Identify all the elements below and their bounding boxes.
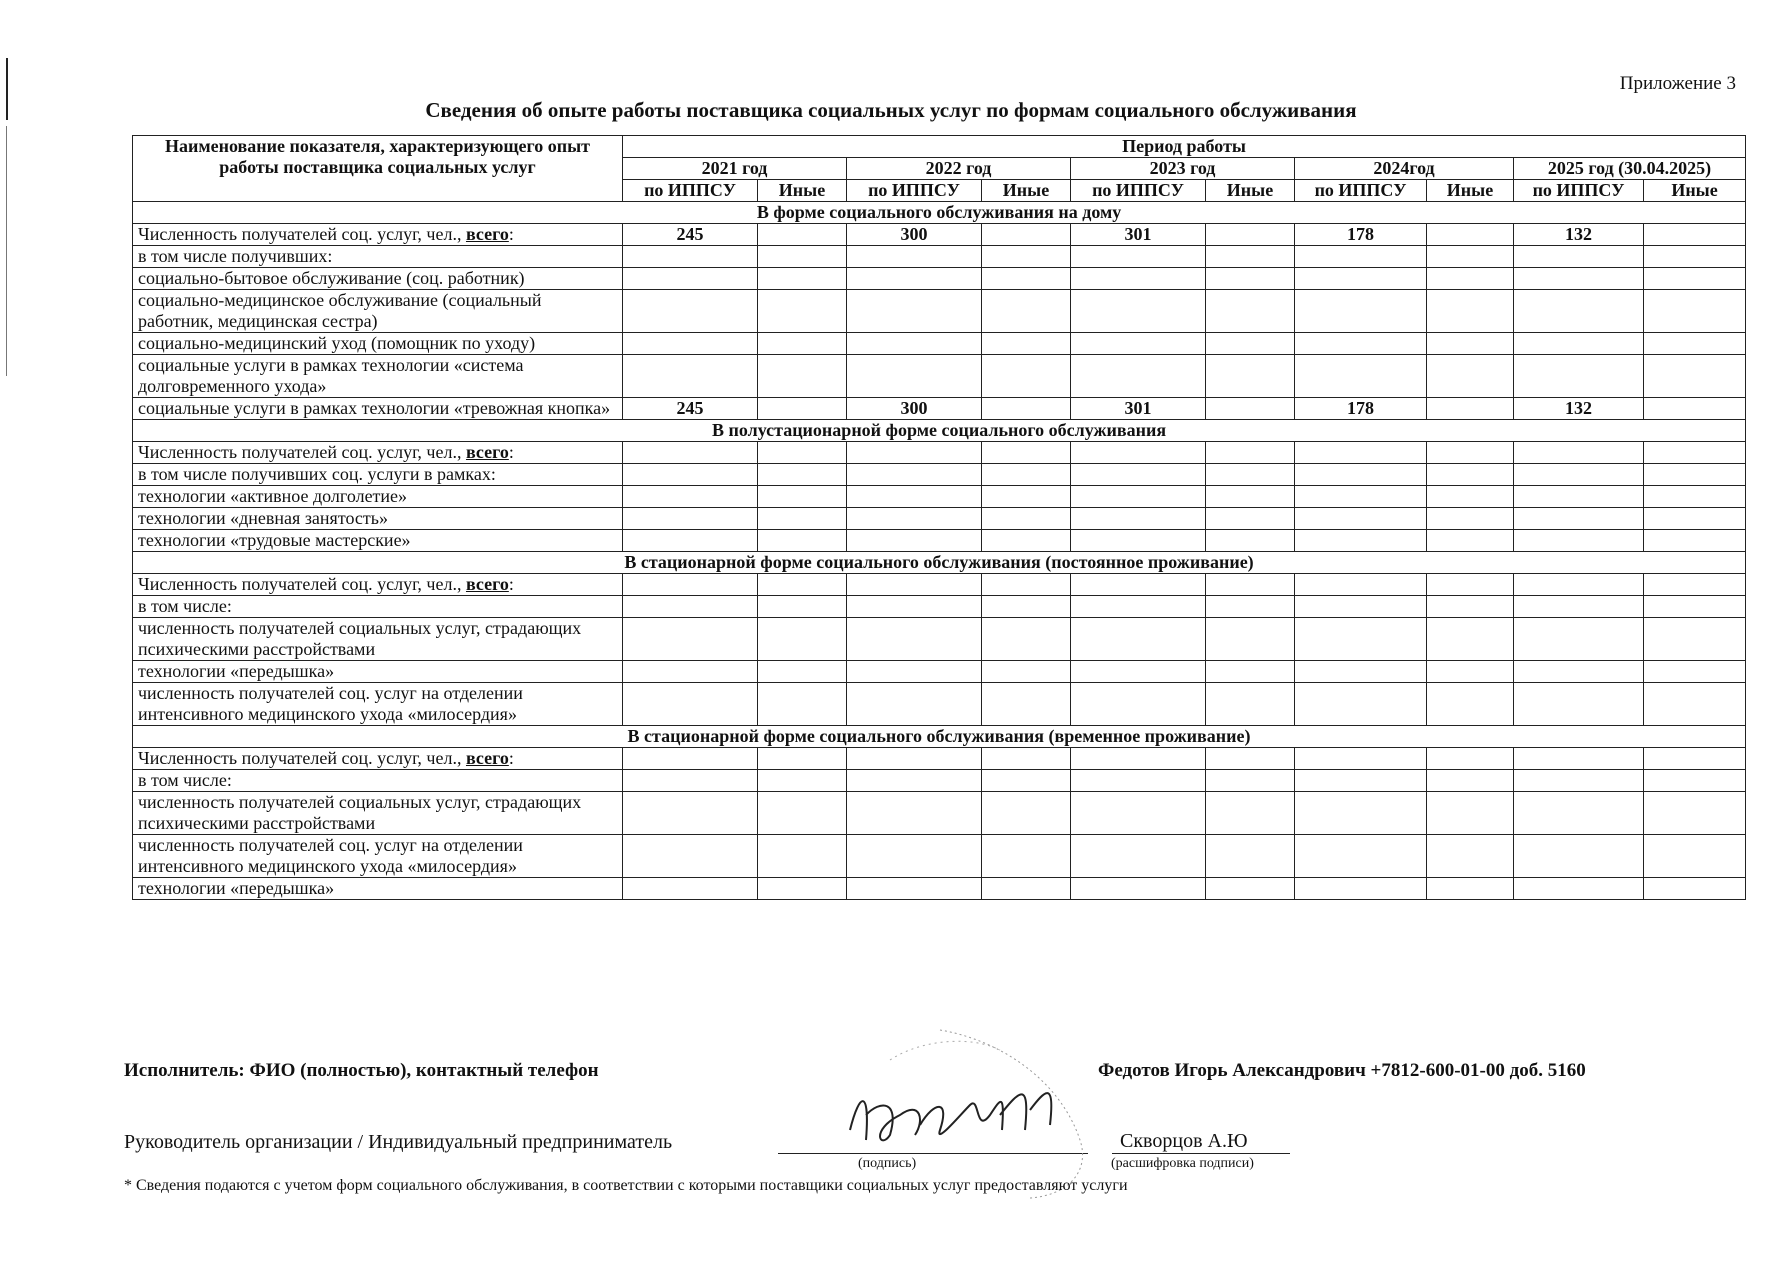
value-cell <box>1644 661 1746 683</box>
value-cell <box>1295 878 1427 900</box>
value-cell <box>1071 355 1206 398</box>
value-cell <box>982 878 1071 900</box>
value-cell <box>1644 290 1746 333</box>
value-cell: 245 <box>623 224 758 246</box>
value-cell <box>758 398 847 420</box>
value-cell <box>1514 792 1644 835</box>
value-cell <box>1514 618 1644 661</box>
value-cell: 300 <box>847 224 982 246</box>
value-cell <box>1427 878 1514 900</box>
value-cell <box>1514 290 1644 333</box>
value-cell: 301 <box>1071 224 1206 246</box>
value-cell <box>1206 574 1295 596</box>
value-cell <box>982 290 1071 333</box>
value-cell <box>623 333 758 355</box>
value-cell <box>758 268 847 290</box>
value-cell <box>982 246 1071 268</box>
table-row <box>133 748 1746 770</box>
row-label: численность получателей соц. услуг на отделении интенсивного медицинского ухода «милосердия» <box>133 683 623 726</box>
value-cell <box>758 574 847 596</box>
value-cell <box>1644 618 1746 661</box>
value-cell <box>1206 748 1295 770</box>
value-cell <box>1427 574 1514 596</box>
value-cell <box>1206 290 1295 333</box>
year-header: 2022 год <box>847 158 1071 180</box>
value-cell <box>1295 748 1427 770</box>
value-cell <box>1644 464 1746 486</box>
section-title: В полустационарной форме социального обслуживания <box>133 420 1746 442</box>
value-cell <box>623 661 758 683</box>
value-cell <box>982 442 1071 464</box>
value-cell <box>847 355 982 398</box>
section-title: В стационарной форме социального обслуживания (постоянное проживание) <box>133 552 1746 574</box>
value-cell <box>1206 355 1295 398</box>
value-cell <box>1071 792 1206 835</box>
value-cell <box>847 508 982 530</box>
value-cell <box>1644 355 1746 398</box>
value-cell <box>1644 333 1746 355</box>
head-label: Руководитель организации / Индивидуальный предприниматель <box>124 1131 673 1153</box>
value-cell <box>758 618 847 661</box>
value-cell <box>1427 792 1514 835</box>
value-cell <box>1427 486 1514 508</box>
value-cell <box>758 878 847 900</box>
value-cell <box>1427 246 1514 268</box>
value-cell <box>1427 770 1514 792</box>
value-cell <box>1427 290 1514 333</box>
value-cell <box>1071 770 1206 792</box>
table-row <box>133 661 1746 683</box>
scan-margin-line <box>6 126 7 376</box>
value-cell <box>1514 683 1644 726</box>
value-cell <box>623 464 758 486</box>
value-cell <box>847 770 982 792</box>
value-cell <box>847 464 982 486</box>
value-cell <box>847 748 982 770</box>
value-cell <box>847 442 982 464</box>
value-cell <box>758 464 847 486</box>
value-cell <box>982 661 1071 683</box>
value-cell <box>1071 618 1206 661</box>
value-cell <box>1295 268 1427 290</box>
value-cell <box>847 596 982 618</box>
value-cell <box>623 486 758 508</box>
value-cell <box>1206 770 1295 792</box>
value-cell <box>1514 442 1644 464</box>
decode-line <box>1112 1153 1290 1154</box>
value-cell <box>758 333 847 355</box>
value-cell <box>623 442 758 464</box>
handwritten-signature <box>830 1020 1130 1200</box>
value-cell <box>1644 268 1746 290</box>
value-cell <box>1071 333 1206 355</box>
row-label: технологии «передышка» <box>133 661 623 683</box>
value-cell <box>847 835 982 878</box>
value-cell <box>847 268 982 290</box>
value-cell <box>1644 574 1746 596</box>
value-cell <box>1427 398 1514 420</box>
other-header: Иные <box>1427 180 1514 202</box>
value-cell <box>1514 268 1644 290</box>
other-header: Иные <box>1644 180 1746 202</box>
value-cell <box>1071 290 1206 333</box>
value-cell <box>982 618 1071 661</box>
value-cell <box>1071 530 1206 552</box>
value-cell <box>1427 464 1514 486</box>
row-label: социально-бытовое обслуживание (соц. работник) <box>133 268 623 290</box>
value-cell <box>1071 596 1206 618</box>
value-cell <box>1071 835 1206 878</box>
value-cell <box>758 290 847 333</box>
value-cell <box>1644 530 1746 552</box>
value-cell <box>982 224 1071 246</box>
year-header: 2024год <box>1295 158 1514 180</box>
value-cell <box>1071 486 1206 508</box>
value-cell <box>1644 683 1746 726</box>
value-cell <box>1427 268 1514 290</box>
experience-table <box>132 135 1746 900</box>
value-cell <box>847 574 982 596</box>
indicator-name-header: Наименование показателя, характеризующего опыт работы поставщика социальных услуг <box>133 136 623 202</box>
value-cell <box>1644 224 1746 246</box>
value-cell <box>1071 878 1206 900</box>
value-cell <box>1644 508 1746 530</box>
value-cell <box>758 355 847 398</box>
value-cell <box>982 530 1071 552</box>
value-cell <box>1295 442 1427 464</box>
value-cell <box>1071 246 1206 268</box>
value-cell <box>982 508 1071 530</box>
other-header: Иные <box>1206 180 1295 202</box>
value-cell <box>1206 268 1295 290</box>
row-label: Численность получателей соц. услуг, чел., всего: <box>133 442 623 464</box>
value-cell <box>623 683 758 726</box>
value-cell <box>1206 835 1295 878</box>
value-cell <box>758 748 847 770</box>
value-cell <box>1206 683 1295 726</box>
value-cell <box>982 398 1071 420</box>
value-cell <box>1644 486 1746 508</box>
head-name: Скворцов А.Ю <box>1120 1130 1248 1152</box>
value-cell <box>1295 618 1427 661</box>
value-cell <box>1427 355 1514 398</box>
value-cell <box>1644 878 1746 900</box>
value-cell <box>982 596 1071 618</box>
section-title: В форме социального обслуживания на дому <box>133 202 1746 224</box>
ippsu-header: по ИППСУ <box>1071 180 1206 202</box>
row-label: технологии «активное долголетие» <box>133 486 623 508</box>
value-cell <box>847 878 982 900</box>
value-cell <box>1295 486 1427 508</box>
value-cell <box>1427 333 1514 355</box>
value-cell <box>623 770 758 792</box>
value-cell <box>1644 770 1746 792</box>
value-cell: 132 <box>1514 398 1644 420</box>
value-cell <box>1514 835 1644 878</box>
table-row <box>133 530 1746 552</box>
value-cell <box>1644 246 1746 268</box>
table-row <box>133 596 1746 618</box>
value-cell <box>1206 224 1295 246</box>
value-cell <box>1295 683 1427 726</box>
table-row <box>133 246 1746 268</box>
value-cell <box>758 486 847 508</box>
value-cell <box>1206 596 1295 618</box>
value-cell <box>847 683 982 726</box>
value-cell <box>758 246 847 268</box>
value-cell <box>1295 835 1427 878</box>
executor-value: Федотов Игорь Александрович +7812-600-01-00 доб. 5160 <box>1098 1060 1586 1081</box>
value-cell <box>758 508 847 530</box>
value-cell <box>1427 618 1514 661</box>
table-row <box>133 878 1746 900</box>
value-cell <box>982 792 1071 835</box>
value-cell <box>1071 464 1206 486</box>
value-cell <box>1644 748 1746 770</box>
row-label: социальные услуги в рамках технологии «тревожная кнопка» <box>133 398 623 420</box>
row-label: в том числе получивших соц. услуги в рамках: <box>133 464 623 486</box>
value-cell <box>1644 398 1746 420</box>
value-cell <box>1295 333 1427 355</box>
value-cell: 132 <box>1514 224 1644 246</box>
table-row <box>133 333 1746 355</box>
table-row <box>133 618 1746 661</box>
row-label: Численность получателей соц. услуг, чел., всего: <box>133 748 623 770</box>
value-cell <box>1514 878 1644 900</box>
value-cell <box>982 464 1071 486</box>
value-cell <box>1427 442 1514 464</box>
value-cell <box>623 878 758 900</box>
value-cell <box>1427 596 1514 618</box>
document-title: Сведения об опыте работы поставщика социальных услуг по формам социального обслуживания <box>425 98 1357 122</box>
table-row <box>133 683 1746 726</box>
value-cell <box>982 355 1071 398</box>
value-cell <box>623 574 758 596</box>
value-cell <box>1206 246 1295 268</box>
other-header: Иные <box>982 180 1071 202</box>
value-cell <box>1206 486 1295 508</box>
table-row <box>133 835 1746 878</box>
value-cell <box>982 486 1071 508</box>
table-row <box>133 486 1746 508</box>
value-cell <box>1644 442 1746 464</box>
value-cell <box>1295 464 1427 486</box>
value-cell <box>758 224 847 246</box>
value-cell <box>847 246 982 268</box>
table-row <box>133 268 1746 290</box>
value-cell <box>758 661 847 683</box>
value-cell <box>1427 748 1514 770</box>
value-cell <box>1514 464 1644 486</box>
year-header: 2023 год <box>1071 158 1295 180</box>
table-row <box>133 574 1746 596</box>
row-label: технологии «дневная занятость» <box>133 508 623 530</box>
value-cell <box>847 486 982 508</box>
value-cell <box>1206 398 1295 420</box>
table-row <box>133 442 1746 464</box>
value-cell <box>758 835 847 878</box>
value-cell <box>1427 224 1514 246</box>
value-cell <box>847 792 982 835</box>
value-cell <box>1295 574 1427 596</box>
value-cell <box>623 246 758 268</box>
value-cell <box>623 748 758 770</box>
value-cell <box>1206 792 1295 835</box>
row-label: численность получателей социальных услуг, страдающих психическими расстройствами <box>133 792 623 835</box>
row-label: социально-медицинское обслуживание (социальный работник, медицинская сестра) <box>133 290 623 333</box>
ippsu-header: по ИППСУ <box>847 180 982 202</box>
ippsu-header: по ИППСУ <box>1514 180 1644 202</box>
value-cell <box>982 574 1071 596</box>
row-label: в том числе: <box>133 770 623 792</box>
table-row <box>133 770 1746 792</box>
value-cell <box>758 442 847 464</box>
appendix-label: Приложение 3 <box>1619 73 1736 94</box>
value-cell <box>1295 355 1427 398</box>
row-label: Численность получателей соц. услуг, чел., всего: <box>133 224 623 246</box>
row-label: в том числе: <box>133 596 623 618</box>
section-title: В стационарной форме социального обслуживания (временное проживание) <box>133 726 1746 748</box>
value-cell <box>1644 792 1746 835</box>
value-cell <box>982 683 1071 726</box>
value-cell <box>847 618 982 661</box>
value-cell <box>1206 530 1295 552</box>
value-cell <box>758 530 847 552</box>
value-cell <box>1514 748 1644 770</box>
table-row <box>133 290 1746 333</box>
value-cell <box>623 618 758 661</box>
value-cell <box>1514 333 1644 355</box>
value-cell <box>982 333 1071 355</box>
value-cell <box>1514 246 1644 268</box>
value-cell <box>1071 683 1206 726</box>
value-cell <box>1644 596 1746 618</box>
footnote: * Сведения подаются с учетом форм социального обслуживания, в соответствии с которыми поставщики социальных услуг предоставляют услуги <box>124 1177 1128 1194</box>
value-cell <box>1295 661 1427 683</box>
value-cell <box>1206 442 1295 464</box>
value-cell <box>1514 530 1644 552</box>
table-row <box>133 355 1746 398</box>
table-row <box>133 464 1746 486</box>
value-cell <box>623 835 758 878</box>
value-cell <box>1514 355 1644 398</box>
year-header: 2021 год <box>623 158 847 180</box>
value-cell <box>1206 878 1295 900</box>
value-cell <box>1206 618 1295 661</box>
value-cell <box>1514 574 1644 596</box>
value-cell <box>982 748 1071 770</box>
other-header: Иные <box>758 180 847 202</box>
executor-label: Исполнитель: ФИО (полностью), контактный телефон <box>124 1060 599 1081</box>
value-cell <box>1427 508 1514 530</box>
value-cell <box>1295 508 1427 530</box>
table-row <box>133 398 1746 420</box>
value-cell <box>1427 835 1514 878</box>
row-label: социально-медицинский уход (помощник по уходу) <box>133 333 623 355</box>
period-header: Период работы <box>623 136 1746 158</box>
value-cell <box>1514 661 1644 683</box>
value-cell <box>847 661 982 683</box>
value-cell <box>982 835 1071 878</box>
value-cell <box>1514 770 1644 792</box>
value-cell <box>982 268 1071 290</box>
value-cell <box>623 596 758 618</box>
value-cell <box>1071 661 1206 683</box>
value-cell <box>1427 530 1514 552</box>
value-cell: 245 <box>623 398 758 420</box>
table-row <box>133 792 1746 835</box>
value-cell <box>1295 770 1427 792</box>
value-cell <box>1427 683 1514 726</box>
ippsu-header: по ИППСУ <box>1295 180 1427 202</box>
value-cell <box>623 530 758 552</box>
value-cell <box>1644 835 1746 878</box>
value-cell <box>758 683 847 726</box>
value-cell <box>1071 442 1206 464</box>
value-cell <box>623 290 758 333</box>
value-cell <box>1206 464 1295 486</box>
row-label: Численность получателей соц. услуг, чел., всего: <box>133 574 623 596</box>
value-cell <box>1206 508 1295 530</box>
value-cell <box>1427 661 1514 683</box>
value-cell <box>1514 508 1644 530</box>
value-cell <box>982 770 1071 792</box>
value-cell <box>847 333 982 355</box>
value-cell <box>1206 333 1295 355</box>
table-row <box>133 224 1746 246</box>
value-cell <box>1071 268 1206 290</box>
value-cell <box>1295 290 1427 333</box>
value-cell <box>1071 574 1206 596</box>
row-label: численность получателей социальных услуг, страдающих психическими расстройствами <box>133 618 623 661</box>
row-label: технологии «передышка» <box>133 878 623 900</box>
row-label: численность получателей соц. услуг на отделении интенсивного медицинского ухода «милосердия» <box>133 835 623 878</box>
value-cell <box>847 290 982 333</box>
value-cell <box>1514 596 1644 618</box>
decode-caption: (расшифровка подписи) <box>1111 1156 1254 1171</box>
value-cell <box>758 596 847 618</box>
value-cell <box>1206 661 1295 683</box>
value-cell <box>1071 748 1206 770</box>
value-cell <box>1295 530 1427 552</box>
value-cell <box>1295 246 1427 268</box>
value-cell: 301 <box>1071 398 1206 420</box>
value-cell <box>847 530 982 552</box>
row-label: технологии «трудовые мастерские» <box>133 530 623 552</box>
value-cell <box>1295 792 1427 835</box>
value-cell <box>758 770 847 792</box>
value-cell: 300 <box>847 398 982 420</box>
row-label: в том числе получивших: <box>133 246 623 268</box>
value-cell <box>623 792 758 835</box>
value-cell <box>1071 508 1206 530</box>
value-cell: 178 <box>1295 398 1427 420</box>
value-cell <box>1295 596 1427 618</box>
value-cell <box>623 355 758 398</box>
value-cell <box>623 508 758 530</box>
row-label: социальные услуги в рамках технологии «система долговременного ухода» <box>133 355 623 398</box>
value-cell <box>623 268 758 290</box>
value-cell <box>758 792 847 835</box>
year-header: 2025 год (30.04.2025) <box>1514 158 1746 180</box>
signature-caption: (подпись) <box>858 1156 917 1171</box>
table-row <box>133 508 1746 530</box>
value-cell <box>1514 486 1644 508</box>
value-cell: 178 <box>1295 224 1427 246</box>
ippsu-header: по ИППСУ <box>623 180 758 202</box>
